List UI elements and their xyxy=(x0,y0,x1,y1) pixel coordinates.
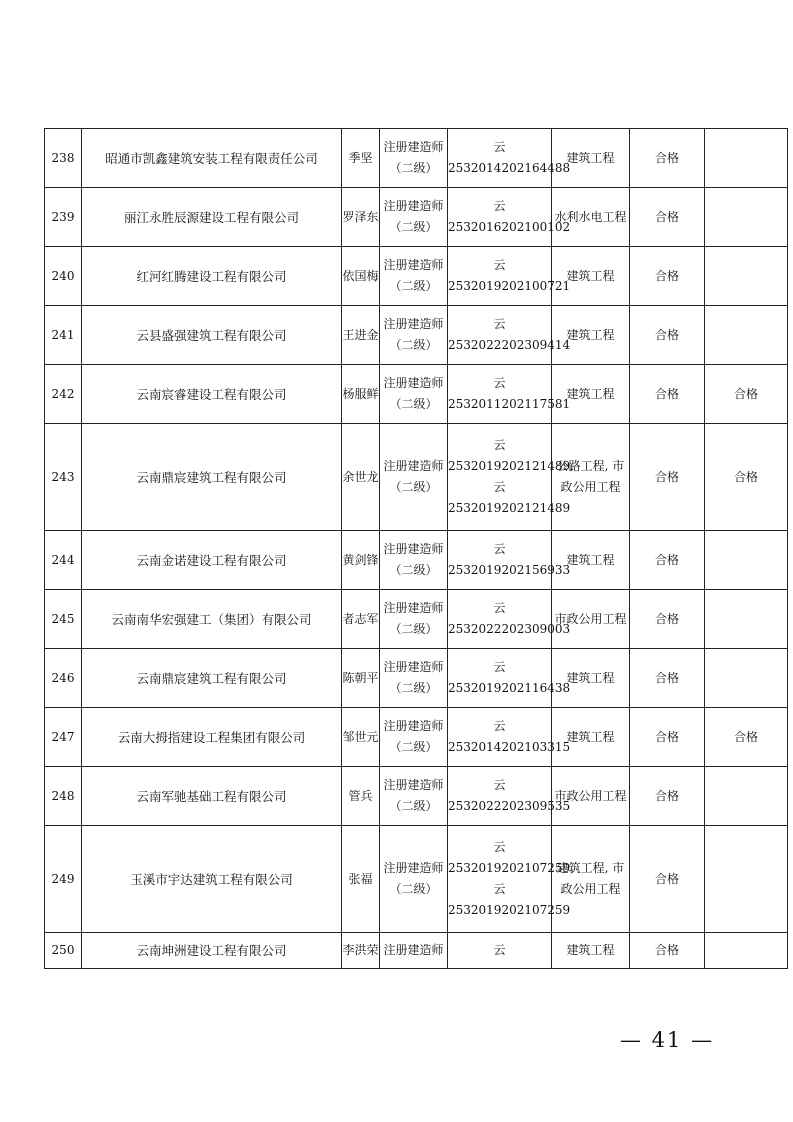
person-name-cell: 依国梅 xyxy=(342,247,380,306)
certificate-number-cell-line: 2532019202156933 xyxy=(448,563,571,577)
specialty-cell xyxy=(552,531,630,590)
result-cell-1: 合格 xyxy=(630,306,705,365)
table-row xyxy=(45,708,788,767)
result-cell-1: 合格 xyxy=(630,649,705,708)
person-name-cell: 李洪荣 xyxy=(342,933,380,969)
specialty-cell-line: 市政公用工程 xyxy=(554,788,627,803)
table-row xyxy=(45,590,788,649)
qualification-title-cell-line: （二级） xyxy=(389,740,438,754)
certificate-number-cell-line: 云 xyxy=(493,719,506,733)
certificate-number-cell xyxy=(448,188,571,247)
row-number-cell: 246 xyxy=(45,649,82,708)
company-cell: 丽江永胜辰源建设工程有限公司 xyxy=(82,188,342,247)
certificate-number-cell-line: 云 xyxy=(493,882,506,896)
person-name-cell: 季坚 xyxy=(342,129,380,188)
specialty-cell xyxy=(552,188,630,247)
result-cell-2 xyxy=(705,306,788,365)
certificate-number-cell xyxy=(448,247,571,306)
person-name-cell: 罗泽东 xyxy=(342,188,380,247)
row-number-cell: 240 xyxy=(45,247,82,306)
table-body xyxy=(45,129,788,969)
certificate-number-cell-line: 2532019202116438 xyxy=(448,681,571,695)
company-cell: 红河红腾建设工程有限公司 xyxy=(82,247,342,306)
certificate-number-cell xyxy=(448,306,571,365)
qualification-title-cell-line: （二级） xyxy=(389,799,438,813)
qualification-title-cell-line: （二级） xyxy=(389,882,438,896)
person-name-cell: 黄剑锋 xyxy=(342,531,380,590)
specialty-cell-line: 建筑工程, 市 xyxy=(556,861,625,875)
table-row xyxy=(45,188,788,247)
specialty-cell-line: 政公用工程 xyxy=(560,882,621,896)
table-row xyxy=(45,767,788,826)
specialty-cell-line: 建筑工程 xyxy=(566,150,615,165)
result-cell-1: 合格 xyxy=(630,933,705,969)
qualification-title-cell-line: 注册建造师 xyxy=(383,542,444,556)
result-cell-2: 合格 xyxy=(705,424,788,531)
qualification-title-cell xyxy=(380,247,448,306)
specialty-cell xyxy=(552,933,630,969)
certificate-number-cell xyxy=(448,531,571,590)
qualification-title-cell xyxy=(380,708,448,767)
specialty-cell xyxy=(552,306,630,365)
specialty-cell xyxy=(552,365,630,424)
qualification-title-cell-line: 注册建造师 xyxy=(383,861,444,875)
person-name-cell: 张福 xyxy=(342,826,380,933)
qualification-title-cell-line: （二级） xyxy=(389,681,438,695)
specialty-cell-line: 建筑工程 xyxy=(566,268,615,283)
certificate-number-cell-line: 云 xyxy=(493,376,506,390)
row-number-cell: 242 xyxy=(45,365,82,424)
result-cell-1: 合格 xyxy=(630,531,705,590)
person-name-cell: 邹世元 xyxy=(342,708,380,767)
certificate-number-cell-line: 云 xyxy=(493,660,506,674)
certificate-number-cell-line: 云 xyxy=(493,601,506,615)
company-cell: 玉溪市宇达建筑工程有限公司 xyxy=(82,826,342,933)
person-name-cell: 杨服鲜 xyxy=(342,365,380,424)
specialty-cell xyxy=(552,590,630,649)
certificate-number-cell xyxy=(448,365,571,424)
certificate-number-cell xyxy=(448,590,571,649)
result-cell-2 xyxy=(705,933,788,969)
company-cell: 云南金诺建设工程有限公司 xyxy=(82,531,342,590)
certificate-number-cell-line: 云 xyxy=(493,317,506,331)
certificate-number-cell-line: 云 xyxy=(493,840,506,854)
result-cell-2 xyxy=(705,247,788,306)
row-number-cell: 243 xyxy=(45,424,82,531)
qualification-title-cell xyxy=(380,590,448,649)
table-row xyxy=(45,826,788,933)
certificate-number-cell-line: 2532014202103315 xyxy=(448,740,571,754)
certificate-number-cell-line: 云 xyxy=(493,778,506,792)
certificate-number-cell-line: 2532011202117581 xyxy=(448,397,571,411)
specialty-cell xyxy=(552,247,630,306)
qualification-title-cell-line: 注册建造师 xyxy=(383,317,444,331)
qualification-title-cell xyxy=(380,933,448,969)
result-cell-1: 合格 xyxy=(630,365,705,424)
result-cell-2 xyxy=(705,767,788,826)
table-row xyxy=(45,933,788,969)
specialty-cell-line: 建筑工程 xyxy=(566,943,615,957)
company-cell: 云南坤洲建设工程有限公司 xyxy=(82,933,342,969)
certificate-number-cell-line: 云 xyxy=(493,140,506,154)
qualification-title-cell-line: 注册建造师 xyxy=(383,719,444,733)
person-name-cell: 王进金 xyxy=(342,306,380,365)
page-number: — 41 — xyxy=(620,1028,715,1052)
qualification-title-cell-line: 注册建造师 xyxy=(383,459,444,473)
result-cell-2: 合格 xyxy=(705,365,788,424)
person-name-cell: 陈朝平 xyxy=(342,649,380,708)
result-cell-1: 合格 xyxy=(630,826,705,933)
result-cell-2 xyxy=(705,531,788,590)
certificate-number-cell-line: 2532019202121489 xyxy=(448,501,571,515)
qualification-title-cell xyxy=(380,306,448,365)
qualification-title-cell xyxy=(380,129,448,188)
qualification-title-cell-line: （二级） xyxy=(389,220,438,234)
qualification-title-cell-line: 注册建造师 xyxy=(383,258,444,272)
certificate-number-cell xyxy=(448,767,571,826)
row-number-cell: 238 xyxy=(45,129,82,188)
certificate-number-cell-line: 2532022202309003 xyxy=(448,622,571,636)
result-cell-1: 合格 xyxy=(630,590,705,649)
qualification-title-cell-line: （二级） xyxy=(389,622,438,636)
specialty-cell-line: 建筑工程 xyxy=(566,729,615,744)
specialty-cell-line: 公路工程, 市 xyxy=(556,459,625,473)
result-cell-2 xyxy=(705,188,788,247)
table-row xyxy=(45,129,788,188)
qualification-title-cell-line: （二级） xyxy=(389,161,438,175)
qualification-title-cell-line: （二级） xyxy=(389,563,438,577)
qualification-title-cell-line: （二级） xyxy=(389,397,438,411)
row-number-cell: 250 xyxy=(45,933,82,969)
qualification-title-cell xyxy=(380,767,448,826)
row-number-cell: 248 xyxy=(45,767,82,826)
certificate-number-cell-line: 云 xyxy=(493,542,506,556)
certificate-number-cell-line: 2532019202107259, xyxy=(448,861,574,875)
result-cell-2 xyxy=(705,129,788,188)
qualification-title-cell xyxy=(380,649,448,708)
certificate-number-cell-line: 2532022202309414 xyxy=(448,338,571,352)
row-number-cell: 241 xyxy=(45,306,82,365)
qualification-title-cell-line: 注册建造师 xyxy=(383,376,444,390)
qualification-title-cell-line: 注册建造师 xyxy=(383,199,444,213)
certificate-number-cell-line: 2532016202100102 xyxy=(448,220,571,234)
table-row xyxy=(45,247,788,306)
certificate-number-cell-line: 2532019202107259 xyxy=(448,903,571,917)
person-name-cell: 管兵 xyxy=(342,767,380,826)
certificate-number-cell-line: 云 xyxy=(493,480,506,494)
qualification-title-cell xyxy=(380,531,448,590)
row-number-cell: 247 xyxy=(45,708,82,767)
result-cell-2 xyxy=(705,649,788,708)
result-cell-1: 合格 xyxy=(630,188,705,247)
certificate-number-cell-line: 2532014202164488 xyxy=(448,161,571,175)
table-row xyxy=(45,424,788,531)
table-row xyxy=(45,306,788,365)
company-cell: 昭通市凯鑫建筑安装工程有限责任公司 xyxy=(82,129,342,188)
qualification-title-cell xyxy=(380,365,448,424)
result-cell-2 xyxy=(705,826,788,933)
certificate-number-cell xyxy=(448,708,571,767)
certificate-number-cell-line: 云 xyxy=(493,258,506,272)
certificate-number-cell xyxy=(448,826,574,933)
row-number-cell: 244 xyxy=(45,531,82,590)
certificate-number-cell xyxy=(448,649,571,708)
qualification-title-cell xyxy=(380,424,448,531)
qualification-title-cell-line: （二级） xyxy=(389,279,438,293)
qualification-title-cell-line: 注册建造师 xyxy=(383,778,444,792)
person-name-cell: 余世龙 xyxy=(342,424,380,531)
certificate-number-cell-line: 2532022202309535 xyxy=(448,799,571,813)
company-cell: 云南军驰基础工程有限公司 xyxy=(82,767,342,826)
qualification-title-cell-line: （二级） xyxy=(389,480,438,494)
specialty-cell xyxy=(552,649,630,708)
result-cell-2: 合格 xyxy=(705,708,788,767)
qualification-title-cell-line: （二级） xyxy=(389,338,438,352)
company-cell: 云县盛强建筑工程有限公司 xyxy=(82,306,342,365)
result-cell-1: 合格 xyxy=(630,708,705,767)
specialty-cell-line: 建筑工程 xyxy=(566,670,615,685)
row-number-cell: 239 xyxy=(45,188,82,247)
person-name-cell: 者志军 xyxy=(342,590,380,649)
specialty-cell-line: 建筑工程 xyxy=(566,552,615,567)
result-cell-1: 合格 xyxy=(630,424,705,531)
certificate-number-cell-line: 云 xyxy=(493,438,506,452)
specialty-cell xyxy=(552,767,630,826)
table-row xyxy=(45,649,788,708)
result-cell-2 xyxy=(705,590,788,649)
qualification-title-cell-line: 注册建造师 xyxy=(383,943,444,957)
specialty-cell-line: 建筑工程 xyxy=(566,386,615,401)
certificate-number-cell xyxy=(448,129,571,188)
specialty-cell xyxy=(552,129,630,188)
certificate-number-cell xyxy=(448,424,574,531)
specialty-cell-line: 水利水电工程 xyxy=(554,209,627,224)
qualification-title-cell-line: 注册建造师 xyxy=(383,601,444,615)
specialty-cell-line: 建筑工程 xyxy=(566,327,615,342)
company-cell: 云南鼎宸建筑工程有限公司 xyxy=(82,649,342,708)
specialty-cell-line: 市政公用工程 xyxy=(554,611,627,626)
result-cell-1: 合格 xyxy=(630,247,705,306)
company-cell: 云南南华宏强建工（集团）有限公司 xyxy=(82,590,342,649)
qualification-title-cell-line: 注册建造师 xyxy=(383,140,444,154)
qualification-title-cell-line: 注册建造师 xyxy=(383,660,444,674)
result-cell-1: 合格 xyxy=(630,767,705,826)
certificate-number-cell-line: 2532019202100721 xyxy=(448,279,571,293)
qualification-table xyxy=(44,128,758,969)
company-cell: 云南宸睿建设工程有限公司 xyxy=(82,365,342,424)
qualification-title-cell xyxy=(380,826,448,933)
table-row xyxy=(45,531,788,590)
specialty-cell-line: 政公用工程 xyxy=(560,480,621,494)
certificate-number-cell xyxy=(448,933,552,969)
certificate-number-cell-line: 云 xyxy=(493,199,506,213)
certificate-number-cell-line: 2532019202121489, xyxy=(448,459,574,473)
result-cell-1: 合格 xyxy=(630,129,705,188)
certificate-number-cell-line: 云 xyxy=(493,943,506,957)
company-cell: 云南大拇指建设工程集团有限公司 xyxy=(82,708,342,767)
company-cell: 云南鼎宸建筑工程有限公司 xyxy=(82,424,342,531)
row-number-cell: 249 xyxy=(45,826,82,933)
row-number-cell: 245 xyxy=(45,590,82,649)
specialty-cell xyxy=(552,708,630,767)
table-row xyxy=(45,365,788,424)
qualification-title-cell xyxy=(380,188,448,247)
